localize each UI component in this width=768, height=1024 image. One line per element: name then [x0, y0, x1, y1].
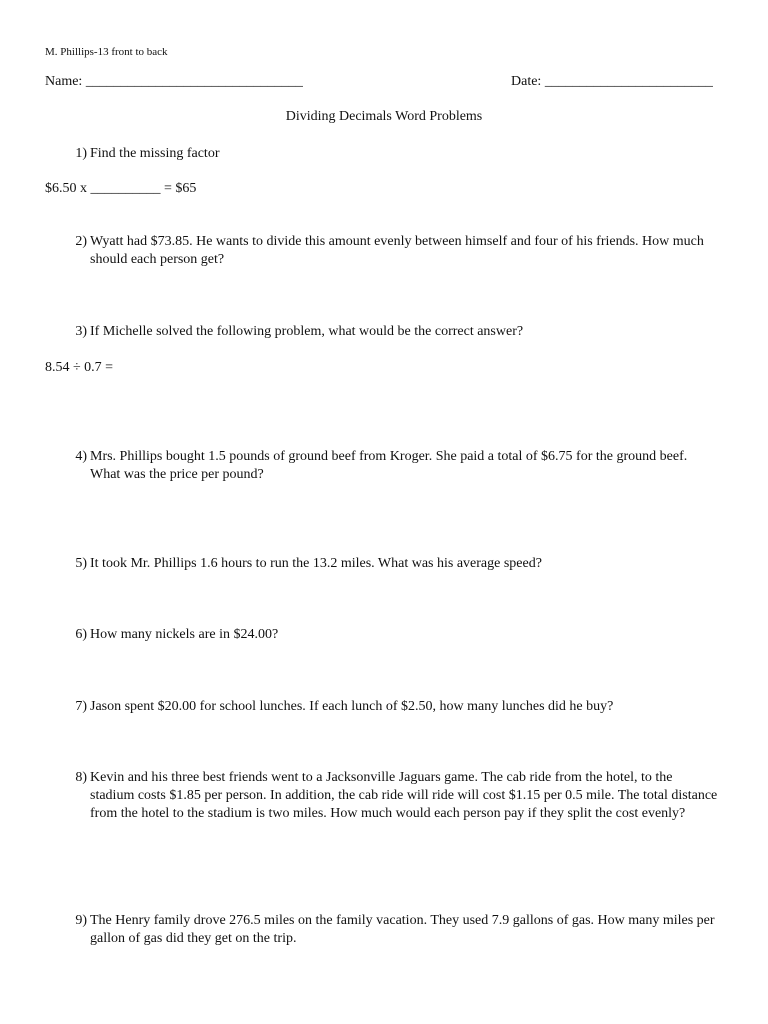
- question-text: Jason spent $20.00 for school lunches. If each lunch of $2.50, how many lunches did he buy?: [90, 699, 614, 714]
- worksheet-title: Dividing Decimals Word Problems: [285, 109, 483, 124]
- question-number: 4): [75, 449, 87, 464]
- question-3-equation: 8.54 ÷ 0.7 =: [45, 360, 114, 375]
- question-text: It took Mr. Phillips 1.6 hours to run the 13.2 miles. What was his average speed?: [90, 556, 542, 571]
- question-text: Mrs. Phillips bought 1.5 pounds of ground beef from Kroger. She paid a total of $6.75 for the ground beef. What was the price per pound?: [90, 449, 688, 482]
- date-field-line: Date: ________________________: [511, 74, 713, 89]
- question-number: 1): [75, 146, 87, 161]
- question-text: How many nickels are in $24.00?: [90, 627, 279, 642]
- question-number: 2): [75, 234, 87, 249]
- question-number: 5): [75, 556, 87, 571]
- question-text: The Henry family drove 276.5 miles on the family vacation. They used 7.9 gallons of gas. How many miles per gallon of gas did they get on the trip.: [90, 913, 715, 946]
- question-number: 9): [75, 913, 87, 928]
- question-number: 6): [75, 627, 87, 642]
- question-number: 3): [75, 324, 87, 339]
- header-note: M. Phillips-13 front to back: [45, 46, 168, 58]
- question-number: 7): [75, 699, 87, 714]
- question-number: 8): [75, 770, 87, 785]
- question-text: If Michelle solved the following problem, what would be the correct answer?: [90, 324, 524, 339]
- question-1-equation: $6.50 x __________ = $65: [45, 181, 197, 196]
- question-text: Wyatt had $73.85. He wants to divide this amount evenly between himself and four of his friends. How much should each person get?: [90, 234, 704, 267]
- question-text: Kevin and his three best friends went to a Jacksonville Jaguars game. The cab ride from the hotel, to the stadium costs $1.85 per person. In addition, the cab ride will ride will cost $1.15 per 0.5 mile. The total distance from the hotel to the stadium is two miles. How much would each person pay if they split the cost evenly?: [90, 770, 718, 821]
- name-field-line: Name: _______________________________: [45, 74, 303, 89]
- question-text: Find the missing factor: [90, 146, 220, 161]
